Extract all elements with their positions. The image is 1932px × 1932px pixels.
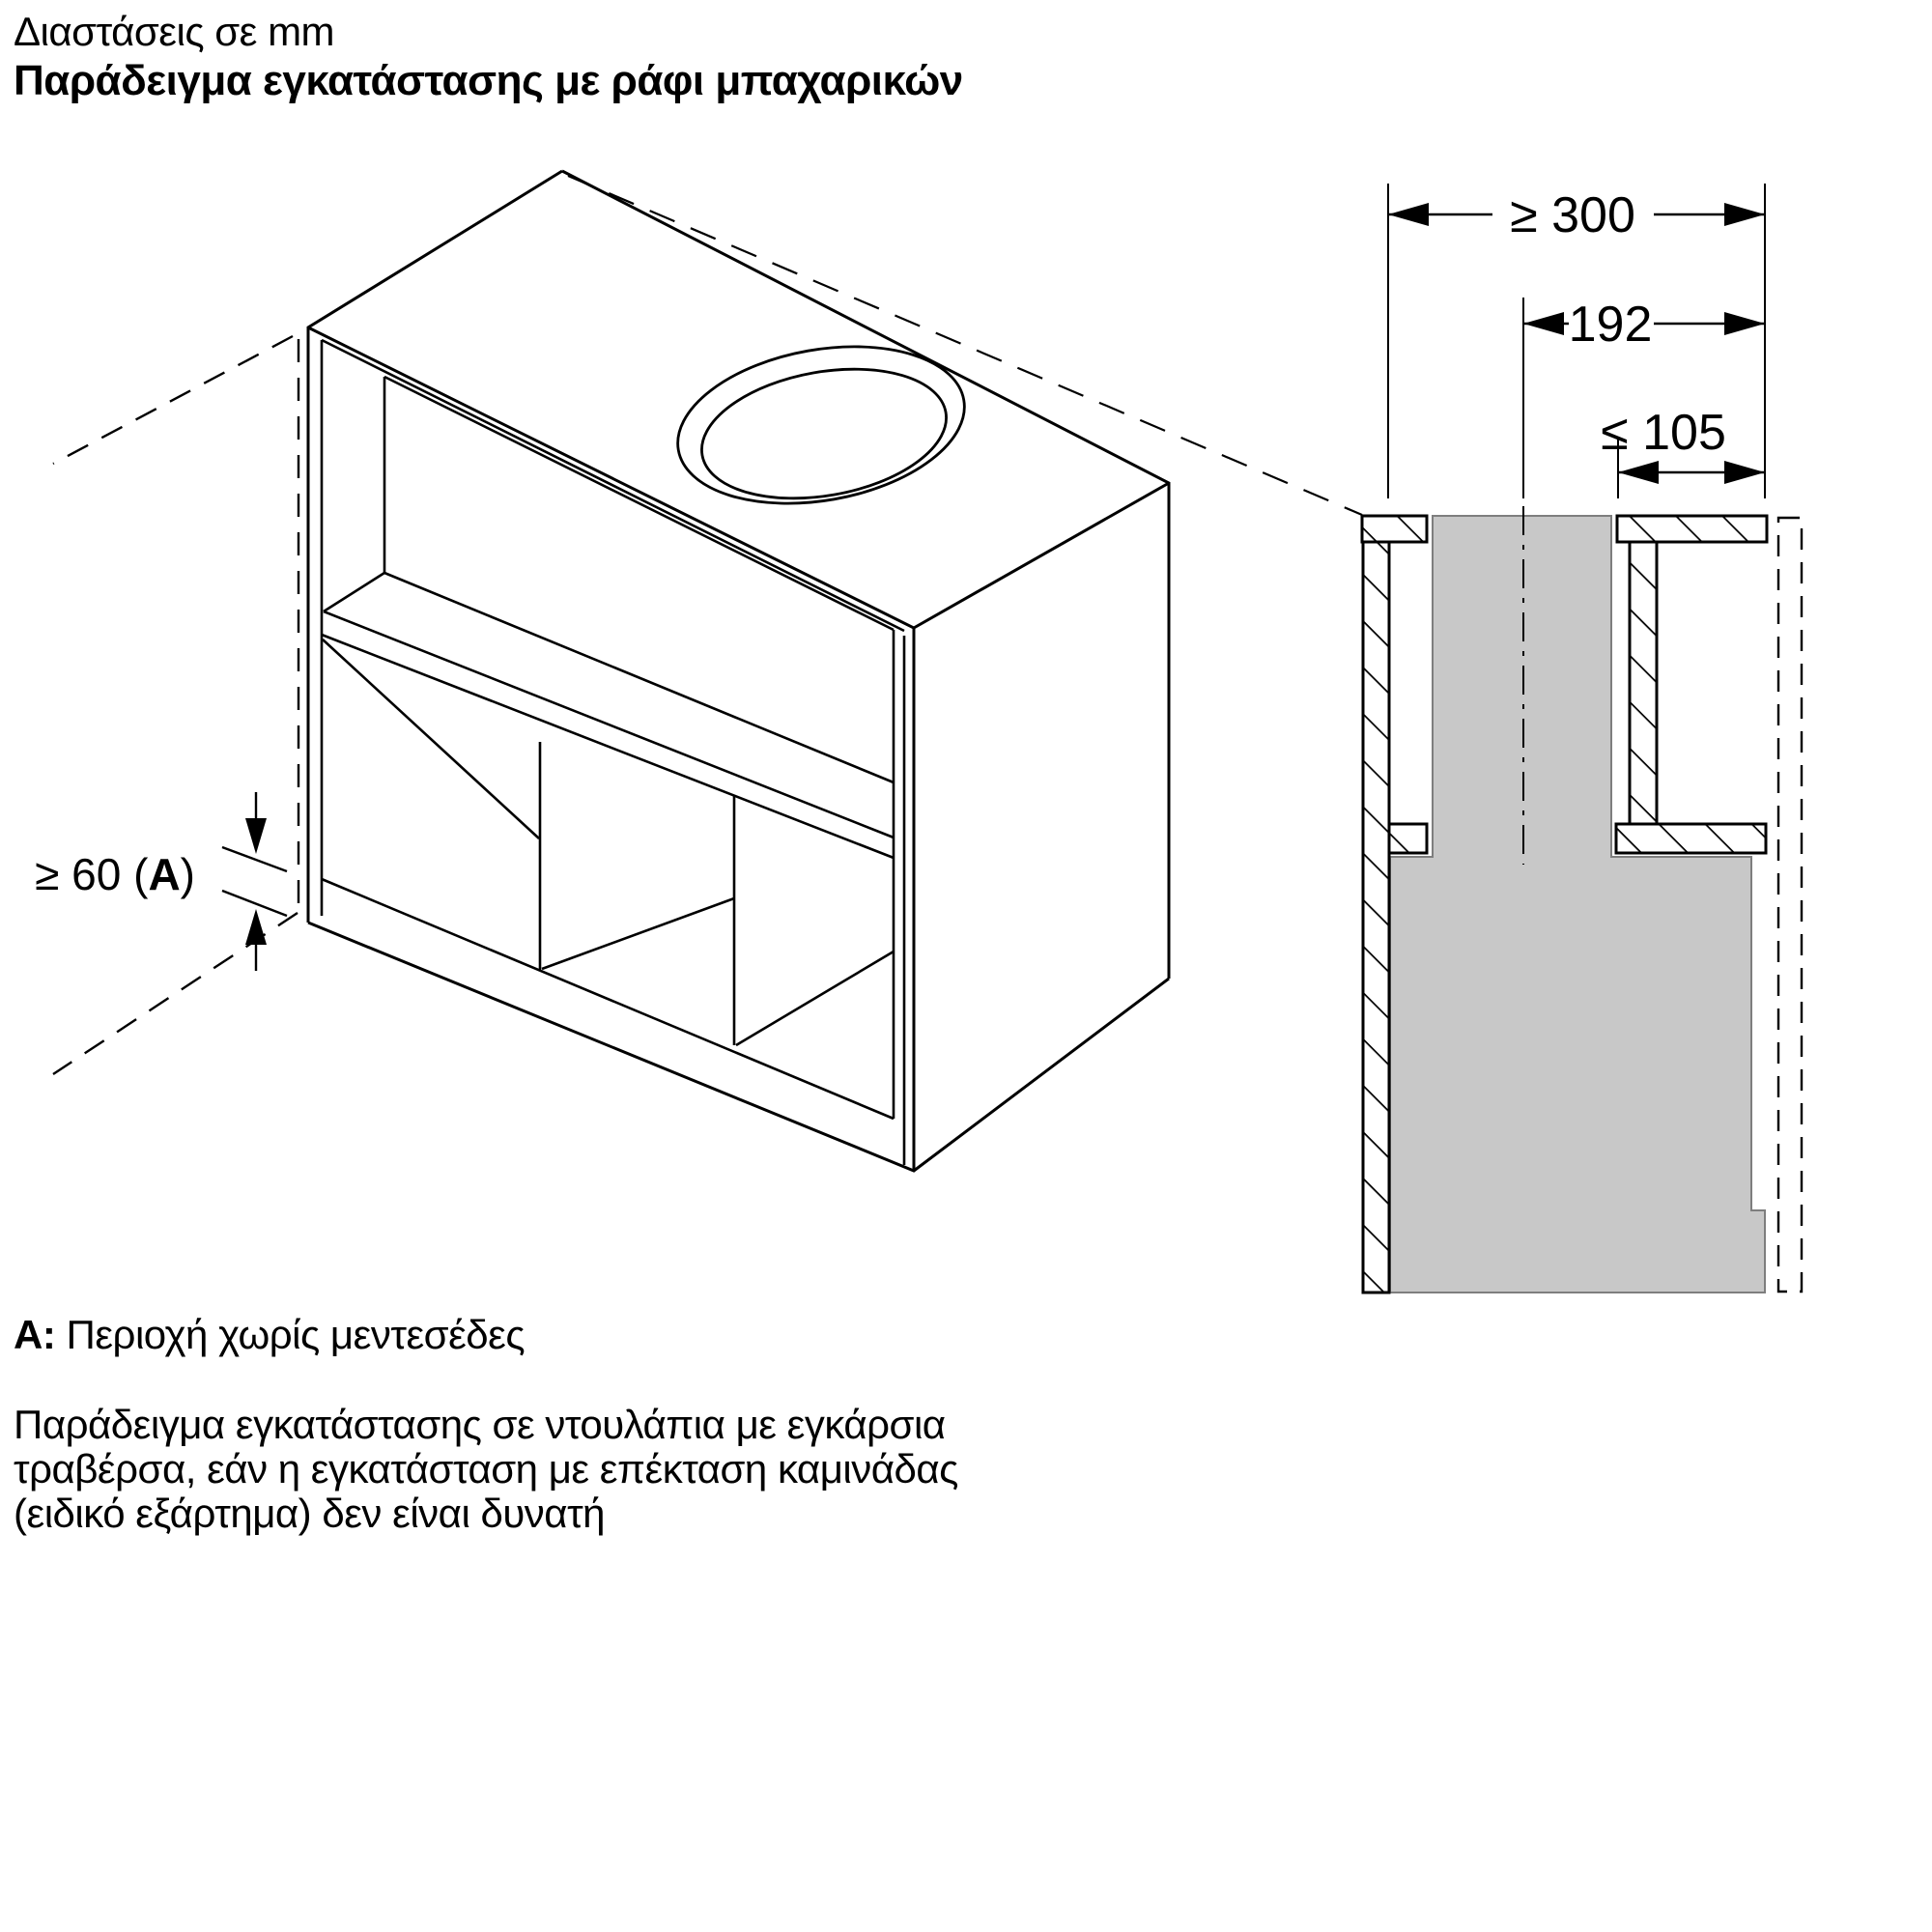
- legend-key: A:: [14, 1312, 56, 1357]
- hinge-free-dimension-label: ≥ 60 (A): [35, 849, 195, 899]
- left-cross-rail: [1389, 824, 1427, 853]
- legend-text: Περιοχή χωρίς μεντεσέδες: [66, 1312, 526, 1357]
- right-side-wall: [1630, 542, 1657, 824]
- cabinet-dashed-door-plane: [53, 336, 298, 1074]
- note-paragraph: [14, 1403, 958, 1536]
- right-top-rail: [1617, 516, 1767, 542]
- hinge-free-dimension: [222, 792, 287, 971]
- width-dimension-label: ≥ 300: [1510, 187, 1635, 243]
- note-line-3: (ειδικό εξάρτημα) δεν είναι δυνατή: [14, 1491, 606, 1536]
- inner-top-edge: [322, 340, 904, 631]
- hinge-dim-lower-tick: [222, 891, 287, 916]
- header-subtitle: Διαστάσεις σε mm: [14, 9, 335, 54]
- cabinet-interior-edges: [322, 340, 904, 1165]
- section-figure: [1362, 184, 1802, 1293]
- depth-dimension: [1618, 461, 1765, 484]
- left-side-wall: [1363, 542, 1389, 1293]
- projection-dashed-line: [568, 176, 1362, 515]
- opening-top-edge: [384, 377, 894, 630]
- chimney-body: [1390, 516, 1765, 1293]
- rack-left-diagonal: [323, 639, 539, 838]
- rack-middle-diagonal: [542, 898, 734, 969]
- left-top-rail: [1362, 516, 1427, 542]
- floor-front-edge: [322, 879, 894, 1119]
- duct-hole: [666, 326, 978, 525]
- hinge-dim-upper-tick: [222, 847, 287, 871]
- header: [14, 8, 963, 106]
- shelf-front-top-edge: [324, 611, 894, 838]
- right-cross-rail: [1616, 824, 1766, 853]
- section-dashed-front: [1778, 518, 1802, 1292]
- cabinet-isometric-figure: [35, 171, 1362, 1171]
- hinge-dim-arrow-up: [245, 909, 267, 945]
- header-title: Παράδειγμα εγκατάστασης με ράφι μπαχαρικών: [14, 57, 963, 104]
- depth-dimension-label: ≤ 105: [1601, 405, 1726, 461]
- dashed-top-diagonal: [53, 336, 293, 464]
- note-line-2: τραβέρσα, εάν η εγκατάσταση με επέκταση καμινάδας: [14, 1446, 958, 1492]
- cabinet-outer-edges: [308, 171, 1169, 1171]
- legend-line: [14, 1312, 525, 1358]
- note-line-1: Παράδειγμα εγκατάστασης σε ντουλάπια με εγκάρσια: [14, 1402, 946, 1447]
- shelf-back-edge: [384, 573, 894, 782]
- rack-right-diagonal: [736, 952, 894, 1045]
- center-dimension-label: 192: [1568, 297, 1653, 353]
- hinge-dim-arrow-down: [245, 818, 267, 854]
- shelf-left-edge: [324, 573, 384, 611]
